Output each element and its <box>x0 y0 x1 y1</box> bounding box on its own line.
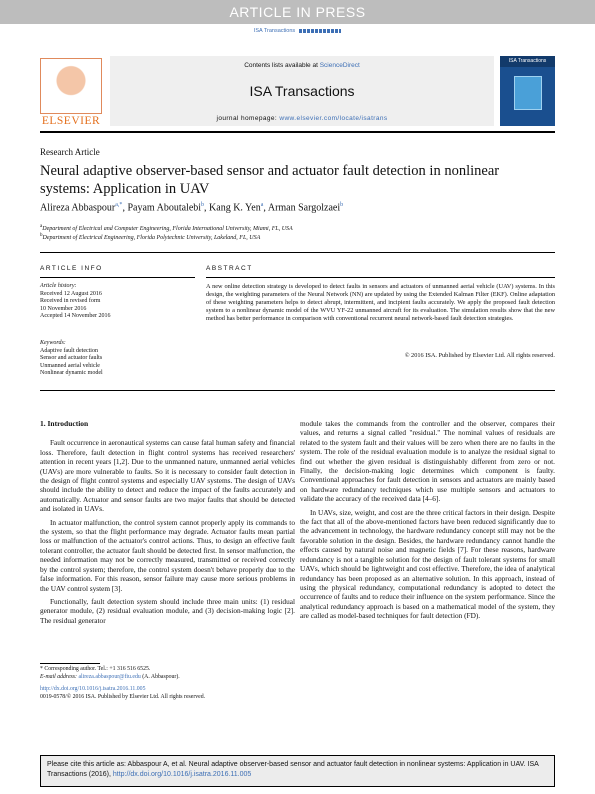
doi-link[interactable]: http://dx.doi.org/10.1016/j.isatra.2016.11.005 <box>40 686 146 693</box>
journal-homepage-line <box>110 115 494 122</box>
homepage-prefix: journal homepage: <box>216 115 280 122</box>
cover-title: ISA Transactions <box>500 56 555 67</box>
keyword: Adaptive fault detection <box>40 347 98 354</box>
article-title: Neural adaptive observer-based sensor and actuator fault detection in nonlinear systems: Application in UAV <box>40 163 500 197</box>
journal-reference <box>0 28 595 34</box>
please-cite-text: Please cite this article as: Abbaspour A, et al. Neural adaptive observer-based sensor and actuator fault detection in nonlinear systems: Application in UAV. ISA Transactions (2016), <box>47 761 539 778</box>
history-line: Received in revised form <box>40 298 101 305</box>
abstract-copyright: © 2016 ISA. Published by Elsevier Ltd. All rights reserved. <box>404 352 555 359</box>
email-label: E-mail address: <box>40 673 79 680</box>
abstract-rule <box>206 277 555 278</box>
email-suffix: (A. Abbaspour). <box>140 673 180 680</box>
abstract-text: A new online detection strategy is developed to detect faults in sensors and actuators of unmanned aerial vehicle (UAV) systems. In this design, the weighting parameters of the Neural Network (NN) are updated by using the Extended Kalman Filter (EKF). Online adaptation of these weighting parameters helps to detect abrupt, intermittent, and incipient faults accurately. We apply the proposed fault detection system to a nonlinear dynamic model of the WVU YF-22 unmanned aircraft for its evaluation. The simulation results show that the new method has better performance in comparison with conventional recurrent neural network-based fault detection strategies. <box>206 283 555 322</box>
please-cite-doi-link[interactable]: http://dx.doi.org/10.1016/j.isatra.2016.11.005 <box>112 770 252 778</box>
affiliation-mark: b <box>40 233 43 238</box>
please-cite-box <box>40 755 555 787</box>
abstract-heading: ABSTRACT <box>206 265 253 272</box>
affiliation-mark: a <box>40 224 43 229</box>
abstract-bottom-rule <box>40 390 555 391</box>
history-line: 10 November 2016 <box>40 305 87 312</box>
intro-right-column <box>300 419 555 625</box>
paragraph: Functionally, fault detection system should include three main units: (1) residual generator module, (2) residual evaluation module, and (3) decision-making logic [2]. The residual generator <box>40 596 295 625</box>
email-note <box>40 674 295 682</box>
sciencedirect-link[interactable]: ScienceDirect <box>319 62 360 69</box>
article-history <box>40 283 110 321</box>
article-info-heading: ARTICLE INFO <box>40 265 103 272</box>
journal-masthead <box>110 56 494 126</box>
elsevier-tree-icon <box>40 58 102 114</box>
article-type: Research Article <box>40 147 100 157</box>
paragraph: Fault occurrence in aeronautical systems can cause fatal human safety and financial loss. Therefore, fault detection in flight control systems has received researchers' attention in recent years [1,2]. Due to the unmanned nature, unmanned aerial vehicles (UAVs) are more vulnerable to faults. So it is necessary to consider fault detection in the design of flight control systems and especially UAV systems. The design of UAVs should include the ability to detect and reduce the impact of the faults accurately and automatically. Actuator and sensor faults are two major faults that should be detected and isolated in UAVs. <box>40 438 295 514</box>
footnotes <box>40 666 295 701</box>
author-mark[interactable]: a <box>260 202 264 208</box>
paragraph: module takes the commands from the controller and the observer, compares their values, and returns a signal called "residual." The nominal values of residuals are related to the system fault and their values will be zero when there are no faults in the system. The role of the residual evaluation module is to analyze the residual signal to find out whether the given residual is distinguishably different from zero or not. Finally, the decision-making logic determines which component is faulty. Conventional approaches for fault detection in sensors and actuators are mainly based on hardware redundancy techniques which use multiple sensors and actuators to validate the accuracy of the received data [4–6]. <box>300 419 555 504</box>
keywords-label: Keywords: <box>40 340 66 346</box>
journal-reference-text: ISA Transactions <box>253 28 296 34</box>
history-line: Received 12 August 2016 <box>40 290 102 297</box>
journal-homepage-link[interactable]: www.elsevier.com/locate/isatrans <box>279 115 388 122</box>
keyword: Sensor and actuator faults <box>40 355 103 362</box>
affiliation-b <box>40 233 260 241</box>
footnote-rule <box>40 663 100 664</box>
affiliation-text: Department of Electrical Engineering, Florida Polytechnic University, Lakeland, FL, USA <box>42 235 261 241</box>
corresponding-author-note: * Corresponding author. Tel.: +1 316 516 6525. <box>40 666 151 672</box>
email-link[interactable]: alireza.abbaspour@fiu.edu <box>78 673 141 680</box>
author-mark[interactable]: a,* <box>115 202 123 208</box>
journal-title: ISA Transactions <box>249 83 355 99</box>
history-line: Accepted 14 November 2016 <box>40 313 111 320</box>
article-info-rule <box>40 277 195 278</box>
keywords-block <box>40 340 103 378</box>
affiliation-text: Department of Electrical and Computer Engineering, Florida International University, Miami, FL, USA <box>42 226 293 232</box>
author-name: Alireza Abbaspour <box>40 202 116 214</box>
author-name: Arman Sargolzaei <box>267 202 341 214</box>
affiliation-a <box>40 224 293 232</box>
volume-placeholder <box>299 29 341 33</box>
paragraph: In actuator malfunction, the control system cannot properly apply its commands to the system, so that the flight performance may degrade. Actuator faults mean partial loss or malfunction of the actuator's control actions. Thus, to design an effective fault tolerant controller, the actuator fault should be detected first. In sensor malfunction, the needed information may not be correctly measured, transmitted or received correctly by the control system; therefore, the control system doesn't behave properly due to the false information. For this reason, sensor failure may cause more serious problems in the UAV control system [3]. <box>40 517 295 593</box>
contents-list-line <box>110 62 494 69</box>
front-matter-divider <box>40 252 555 253</box>
keyword: Unmanned aerial vehicle <box>40 362 100 369</box>
author-list: Alireza Abbaspour$^{a,*}$, Payam Aboutalebi$^b$, Kang K. Yen$^a$, Arman Sargolzaei$^b$ <box>40 202 344 214</box>
journal-cover-thumbnail <box>500 56 555 126</box>
elsevier-wordmark: ELSEVIER <box>41 115 101 127</box>
author-mark[interactable]: b <box>201 202 205 208</box>
elsevier-logo <box>40 58 102 126</box>
author-mark[interactable]: b <box>340 202 344 208</box>
history-label: Article history: <box>40 283 77 289</box>
keyword: Nonlinear dynamic model <box>40 370 103 377</box>
author-name: Payam Aboutalebi <box>127 202 202 214</box>
header-divider <box>40 131 555 133</box>
intro-left-column <box>40 419 295 629</box>
section-heading: 1. Introduction <box>40 419 89 428</box>
issn-line: 0019-0578/© 2016 ISA. Published by Elsevier Ltd. All rights reserved. <box>40 693 206 700</box>
cover-artwork <box>514 76 542 110</box>
author-name: Kang K. Yen <box>209 202 261 214</box>
article-in-press-banner: ARTICLE IN PRESS <box>0 0 595 24</box>
contents-prefix: Contents lists available at <box>244 62 320 69</box>
paragraph: In UAVs, size, weight, and cost are the three critical factors in their design. Despite the fact that all of the above-mentioned factors have been reduced significantly due to the advancement in technology, the hardware redundancy concept still may not be the favorable solution in the design. Besides, the hardware redundancy cannot handle the effects caused by natural noise and magnetic fields [7]. For these reasons, hardware redundancy is not a tangible solution for the design of fault tolerant systems for small UAVs, which should be lightweight and cost effective. Therefore, the idea of analytical redundancy has been proposed as an alternative solution. In this approach, instead of using the physical redundancy, computational redundancy is adopted to detect the occurrence of faults and to reduce their influence on the system performance. Since the analytical redundancy approach is based on a mathematical model of the system, they are called as model-based techniques for fault detection (FD). <box>300 507 555 621</box>
